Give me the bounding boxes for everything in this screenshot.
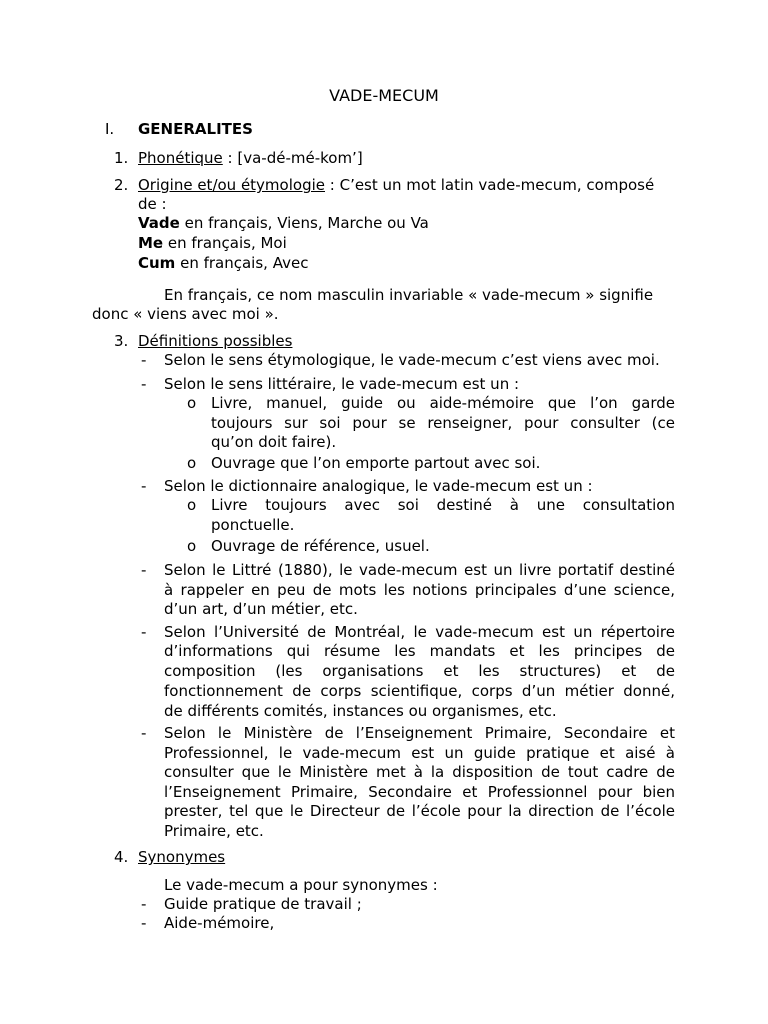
section-title: GENERALITES — [138, 120, 253, 138]
etym-word: Cum — [138, 254, 176, 272]
paragraph-line: En français, ce nom masculin invariable « vade-mecum » signifie — [164, 286, 654, 304]
synonymes-intro: Le vade-mecum a pour synonymes : — [164, 876, 438, 894]
bullet-text: d’un art, d’un métier, etc. — [164, 600, 358, 618]
synonymes-label: Synonymes — [138, 848, 226, 866]
circle-bullet: o — [187, 454, 197, 472]
bullet-text: l’Enseignement Primaire, Secondaire et Professionnel pour bien — [164, 783, 675, 801]
origine-line — [138, 175, 654, 195]
bullet-text: Selon le sens étymologique, le vade-mecum c’est viens avec moi. — [164, 351, 660, 369]
dash-bullet: - — [141, 477, 147, 495]
bullet-text: Selon le dictionnaire analogique, le vade-mecum est un : — [164, 477, 593, 495]
bullet-text: composition (les organisations et les structures) et de — [164, 662, 675, 680]
bullet-text: Selon le sens littéraire, le vade-mecum est un : — [164, 375, 520, 393]
bullet-text: Selon l’Université de Montréal, le vade-mecum est un répertoire — [164, 623, 675, 641]
item-number-1: 1. — [114, 149, 129, 167]
etym-meaning: en français, Viens, Marche ou Va — [179, 214, 429, 232]
bullet-text: Primaire, etc. — [164, 822, 264, 840]
phonetique-label: Phonétique — [138, 149, 223, 167]
etym-meaning: en français, Moi — [163, 234, 287, 252]
dash-bullet: - — [141, 914, 147, 932]
etym-word: Me — [138, 234, 164, 252]
item-number-2: 2. — [114, 176, 129, 194]
bullet-text: consulter que le Ministère met à la disposition de tout cadre de — [164, 763, 675, 781]
phonetique-line — [138, 148, 363, 168]
dash-bullet: - — [141, 895, 147, 913]
sub-bullet-text: ponctuelle. — [211, 516, 295, 534]
circle-bullet: o — [187, 394, 197, 412]
bullet-text: Professionnel, le vade-mecum est un guide pratique et aisé à — [164, 744, 675, 762]
bullet-text: à rappeler en peu de mots les notions principales d’une science, — [164, 581, 675, 599]
bullet-text: Selon le Ministère de l’Enseignement Primaire, Secondaire et — [164, 724, 675, 742]
dash-bullet: - — [141, 623, 147, 641]
bullet-text: d’informations qui résume les mandats et les principes de — [164, 642, 675, 660]
bullet-text: Selon le Littré (1880), le vade-mecum est un livre portatif destiné — [164, 561, 675, 579]
dash-bullet: - — [141, 375, 147, 393]
etym-word-line — [138, 233, 287, 253]
item-number-4: 4. — [114, 848, 129, 866]
dash-bullet: - — [141, 561, 147, 579]
circle-bullet: o — [187, 537, 197, 555]
bullet-text: de différents comités, instances ou organismes, etc. — [164, 702, 557, 720]
dash-bullet: - — [141, 351, 147, 369]
sub-bullet-text: toujours sur soi pour se renseigner, pour consulter (ce — [211, 414, 675, 432]
phonetique-text: : [va-dé-mé-kom’] — [222, 149, 363, 167]
synonym-item: Guide pratique de travail ; — [164, 895, 362, 913]
etym-word-line — [138, 253, 308, 273]
sub-bullet-text: qu’on doit faire). — [211, 433, 337, 451]
circle-bullet: o — [187, 496, 197, 514]
document-title: VADE-MECUM — [329, 86, 439, 105]
origine-label: Origine et/ou étymologie — [138, 176, 325, 194]
etym-word: Vade — [138, 214, 180, 232]
sub-bullet-text: Ouvrage de référence, usuel. — [211, 537, 430, 555]
origine-text: : C’est un mot latin vade-mecum, composé — [325, 176, 655, 194]
section-number: I. — [105, 120, 115, 138]
sub-bullet-text: Livre toujours avec soi destiné à une consultation — [211, 496, 675, 514]
sub-bullet-text: Ouvrage que l’on emporte partout avec soi. — [211, 454, 541, 472]
synonym-item: Aide-mémoire, — [164, 914, 275, 932]
etym-word-line — [138, 213, 429, 233]
etym-meaning: en français, Avec — [175, 254, 309, 272]
paragraph-line: donc « viens avec moi ». — [92, 305, 279, 323]
bullet-text: fonctionnement de corps scientifique, corps d’un métier donné, — [164, 682, 675, 700]
sub-bullet-text: Livre, manuel, guide ou aide-mémoire que l’on garde — [211, 394, 675, 412]
dash-bullet: - — [141, 724, 147, 742]
item-number-3: 3. — [114, 332, 129, 350]
bullet-text: prester, tel que le Directeur de l’école pour la direction de l’école — [164, 802, 675, 820]
origine-text-cont: de : — [138, 195, 167, 213]
definitions-label: Définitions possibles — [138, 332, 293, 350]
